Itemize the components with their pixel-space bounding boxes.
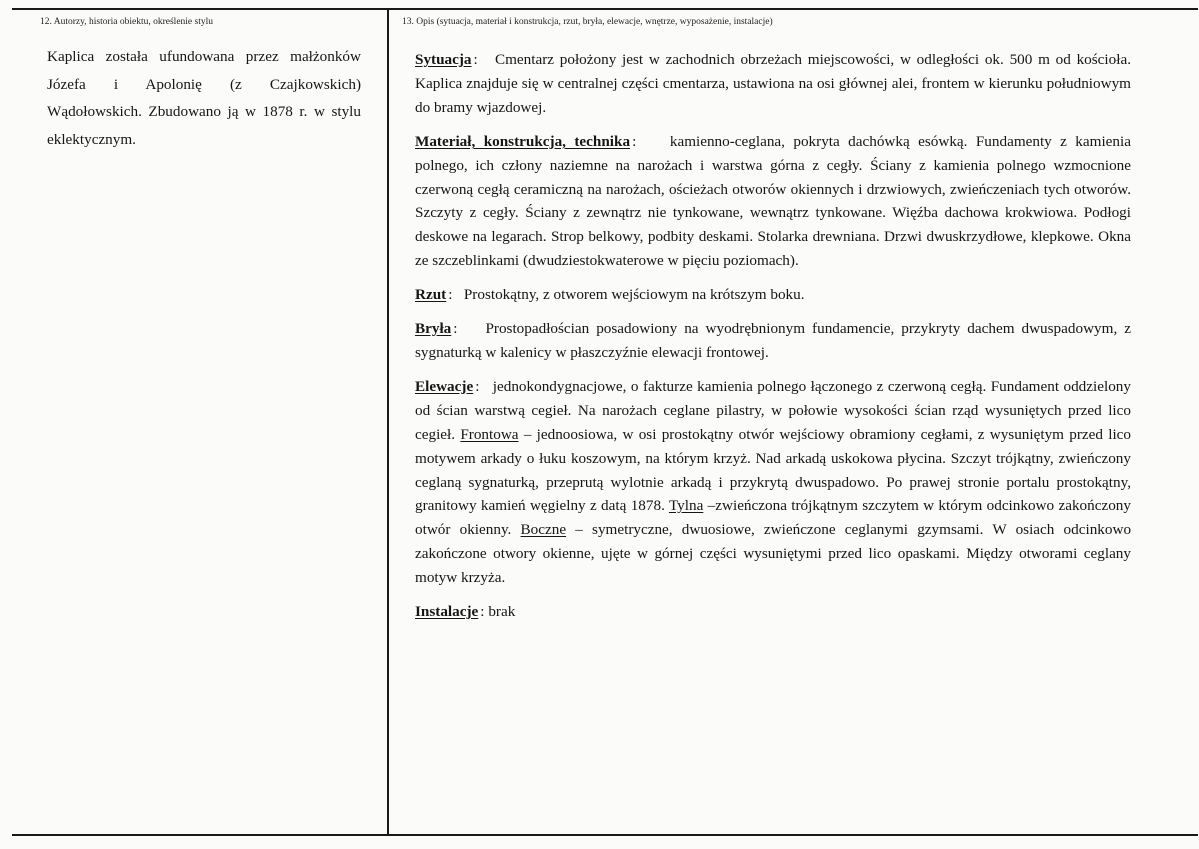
column-divider [387,8,389,836]
section-text-instalacje: brak [488,603,516,621]
tylna-label: Tylna [668,497,704,515]
section-text-rzut: Prostokątny, z otworem wejściowym na krótszym boku. [463,286,805,304]
section-rzut: Rzut : Prostokątny, z otworem wejściowym na krótszym boku. [415,286,805,304]
section-label-elewacje: Elewacje [415,377,474,395]
section-sytuacja: Sytuacja : Cmentarz położony jest w zachodnich obrzeżach miejscowości, w odległości ok. 500 m od kościoła. Kaplica znajduje się w centralnej części cmentarza, ustawiona na osi głównej alei, frontem w kierunku południowym do bramy wjazdowej. [415,51,1131,116]
boczne-label: Boczne [520,521,567,539]
section-text-sytuacja: Cmentarz położony jest w zachodnich obrzeżach miejscowości, w odległości ok. 500 m od kościoła. Kaplica znajduje się w centralnej części cmentarza, ustawiona na osi głównej alei, frontem w kierunku południowym do bramy wjazdowej. [415,51,1131,116]
description-column [415,48,1131,634]
frontowa-text: – jednoosiowa, w osi prostokątny otwór wejściowy obramiony cegłami, z wysuniętym przed lico motywem arkady o łuku koszowym, na którym krzyż. Nad arkadą uskokowa płycina. Szczyt trójkątny, zwieńczony ceglaną sygnaturką, przeprutą wylotnie arkadą i przykrytą dwuspadowo. Po prawej stronie portalu prostokątny, granitowy kamień węgielny z datą 1878. [415,425,1132,515]
right-column-header: 13. Opis (sytuacja, materiał i konstrukcja, rzut, bryła, elewacje, wnętrze, wyposażenie, instalacje) [402,17,773,27]
section-bryla: Bryła : Prostopadłościan posadowiony na wyodrębnionym fundamencie, przykryty dachem dwuspadowym, z sygnaturką w kalenicy w płaszczyźnie elewacji frontowej. [415,320,1131,361]
section-elewacje: Elewacje : jednokondygnacjowe, o fakturze kamienia polnego łączonego z czerwoną cegłą. Fundament oddzielony od ścian warstwą cegieł. Na narożach ceglane pilastry, w połowie wysokości ścian rząd wysuniętych przed lico cegieł. Frontowa – jednoosiowa, w osi prostokątny otwór wejściowy obramiony cegłami, z wysuniętym przed lico motywem arkady o łuku koszowym, na którym krzyż. Nad arkadą uskokowa płycina. Szczyt trójkątny, zwieńczony ceglaną sygnaturką, przeprutą wylotnie arkadą i przykrytą dwuspadowo. Po prawej stronie portalu prostokątny, granitowy kamień węgielny z datą 1878. Tylna –zwieńczona trójkątnym szczytem w którym odcinkowo zakończony otwór okienny. Boczne – symetryczne, dwuosiowe, zwieńczone ceglanymi gzymsami. W osiach odcinkowo zakończone otwory okienne, ujęte w górnej części wysuniętymi przed lico opaskami. Między otworami ceglany motyw krzyża. [415,377,1132,587]
section-material: Materiał, konstrukcja, technika : kamienno-ceglana, pokryta dachówką esówką. Fundamenty z kamienia polnego, ich człony naziemne na narożach i warstwa górna z cegły. Ściany z kamienia polnego wzmocnione czerwoną cegłą ceramiczną na narożach, ościeżach otworów okiennych i drzwiowych, zwieńczeniach tych otworów. Szczyty z cegły. Ściany z zewnątrz nie tynkowane, wewnątrz tynkowane. Więźba dachowa krokwiowa. Podłogi deskowe na legarach. Strop belkowy, podbity deskami. Stolarka drewniana. Drzwi dwuskrzydłowe, klepkowe. Okna ze szczeblinkami (dwudziestokwaterowe w pięciu poziomach). [415,132,1131,270]
left-column-header: 12. Autorzy, historia obiektu, określenie stylu [40,17,213,27]
section-label-rzut: Rzut [415,286,447,304]
section-label-bryla: Bryła [415,320,452,338]
section-instalacje: Instalacje : brak [415,603,516,621]
section-text-material: kamienno-ceglana, pokryta dachówką esówką. Fundamenty z kamienia polnego, ich człony naziemne na narożach i warstwa górna z cegły. Ściany z kamienia polnego wzmocnione czerwoną cegłą ceramiczną na narożach, ościeżach otworów okiennych i drzwiowych, zwieńczeniach tych otworów. Szczyty z cegły. Ściany z zewnątrz nie tynkowane, wewnątrz tynkowane. Więźba dachowa krokwiowa. Podłogi deskowe na legarach. Strop belkowy, podbity deskami. Stolarka drewniana. Drzwi dwuskrzydłowe, klepkowe. Okna ze szczeblinkami (dwudziestokwaterowe w pięciu poziomach). [415,132,1131,270]
tylna-text: –zwieńczona trójkątnym szczytem w którym odcinkowo zakończony otwór okienny. [415,497,1131,539]
history-text: Kaplica została ufundowana przez małżonków Józefa i Apolonię (z Czajkowskich) Wądołowskich. Zbudowano ją w 1878 r. w stylu eklektycznym. [47,48,361,148]
section-label-material: Materiał, konstrukcja, technika [415,132,631,150]
section-label-sytuacja: Sytuacja [415,51,472,68]
section-label-instalacje: Instalacje [415,603,479,621]
section-text-bryla: Prostopadłościan posadowiony na wyodrębnionym fundamencie, przykryty dachem dwuspadowym, z sygnaturką w kalenicy w płaszczyźnie elewacji frontowej. [415,320,1131,361]
boczne-text: – symetryczne, dwuosiowe, zwieńczone ceglanymi gzymsami. W osiach odcinkowo zakończone otwory okienne, ujęte w górnej części wysuniętymi przed lico opaskami. Między otworami ceglany motyw krzyża. [415,521,1132,587]
frontowa-label: Frontowa [460,425,519,443]
elewacje-intro-text: jednokondygnacjowe, o fakturze kamienia polnego łączonego z czerwoną cegłą. Fundament oddzielony od ścian warstwą cegieł. Na narożach ceglane pilastry, w połowie wysokości ścian rząd wysuniętych przed lico cegieł. [415,377,1131,443]
